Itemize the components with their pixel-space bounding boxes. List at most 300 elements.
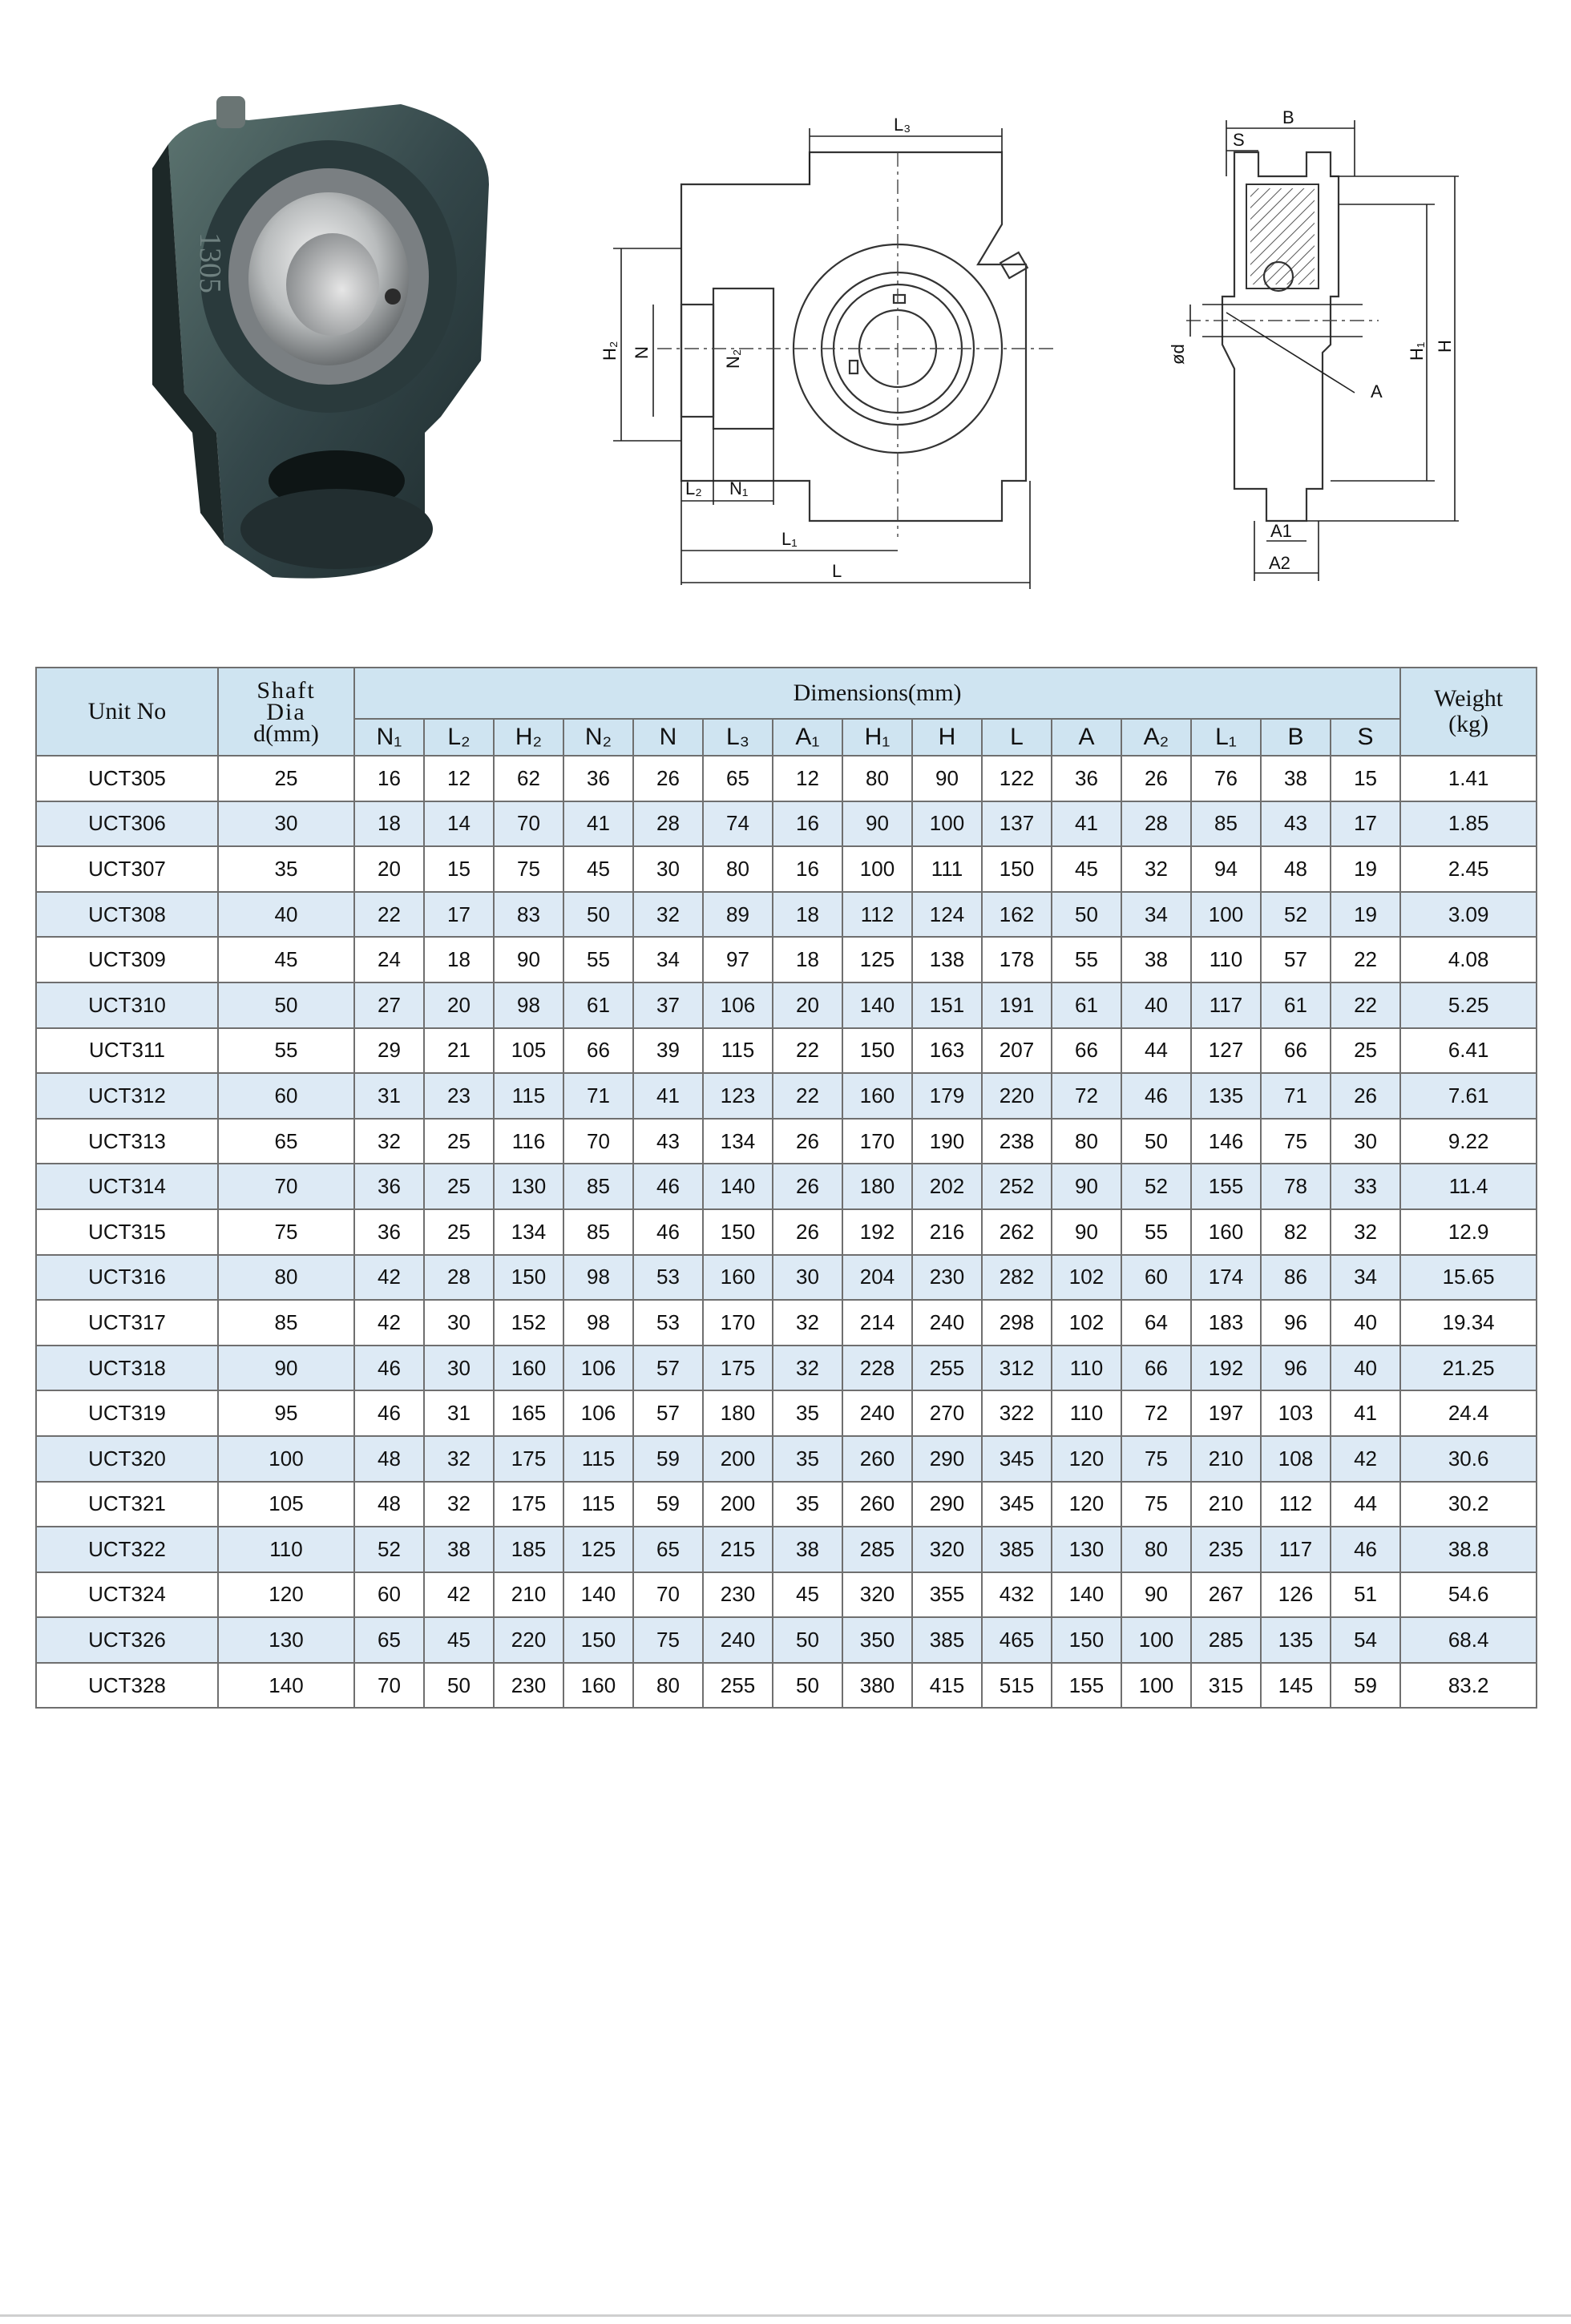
weight-cell: 3.09 [1400,892,1537,938]
dimension-cell: 39 [633,1028,703,1074]
dimension-cell: 106 [563,1346,633,1391]
dimension-cell: 41 [1331,1390,1400,1436]
weight-cell: 24.4 [1400,1390,1537,1436]
label-B: B [1282,107,1294,127]
dimension-cell: 41 [1052,801,1121,847]
header-dim: N [633,719,703,756]
unit-no-cell: UCT312 [36,1073,218,1119]
dimension-cell: 100 [1191,892,1261,938]
shaft-dia-cell: 85 [218,1300,354,1346]
dimension-cell: 36 [354,1164,424,1209]
dimension-cell: 290 [912,1482,982,1527]
dimension-cell: 75 [1261,1119,1331,1164]
dimension-cell: 46 [633,1209,703,1255]
dimension-cell: 140 [563,1572,633,1618]
dimension-cell: 202 [912,1164,982,1209]
dimension-cell: 50 [773,1617,842,1663]
dimension-cell: 66 [563,1028,633,1074]
dimension-cell: 170 [703,1300,773,1346]
dimension-cell: 290 [912,1436,982,1482]
dimension-cell: 65 [354,1617,424,1663]
dimension-cell: 28 [633,801,703,847]
dimension-cell: 120 [1052,1482,1121,1527]
dimension-cell: 25 [424,1119,494,1164]
dimension-cell: 26 [1331,1073,1400,1119]
shaft-dia-cell: 55 [218,1028,354,1074]
shaft-dia-cell: 120 [218,1572,354,1618]
dimension-cell: 140 [703,1164,773,1209]
weight-cell: 4.08 [1400,937,1537,982]
dimension-cell: 123 [703,1073,773,1119]
dimension-cell: 180 [703,1390,773,1436]
unit-no-cell: UCT316 [36,1255,218,1301]
dimension-cell: 75 [633,1617,703,1663]
dimension-cell: 345 [982,1436,1052,1482]
shaft-dia-cell: 140 [218,1663,354,1709]
shaft-dia-cell: 110 [218,1527,354,1572]
dimension-cell: 17 [1331,801,1400,847]
table-row [36,1209,1537,1255]
header-unit-no: Unit No [36,668,218,756]
dimension-cell: 322 [982,1390,1052,1436]
dimension-cell: 71 [563,1073,633,1119]
dimension-cell: 66 [1052,1028,1121,1074]
header-dim: L₁ [1191,719,1261,756]
dimension-cell: 25 [424,1164,494,1209]
dimension-cell: 210 [1191,1436,1261,1482]
dimension-cell: 216 [912,1209,982,1255]
header-dimensions: Dimensions(mm) [354,668,1400,719]
unit-no-cell: UCT317 [36,1300,218,1346]
table-row [36,801,1537,847]
dimension-cell: 40 [1331,1300,1400,1346]
dimension-cell: 130 [494,1164,563,1209]
dimension-cell: 162 [982,892,1052,938]
dimension-cell: 102 [1052,1255,1121,1301]
dimension-cell: 46 [633,1164,703,1209]
dimension-cell: 35 [773,1482,842,1527]
label-d: ød [1168,344,1188,365]
bore [286,233,379,336]
dimension-cell: 285 [1191,1617,1261,1663]
dimension-cell: 230 [703,1572,773,1618]
dimension-cell: 59 [633,1436,703,1482]
dimension-cell: 18 [354,801,424,847]
dimension-cell: 98 [563,1300,633,1346]
unit-no-cell: UCT307 [36,846,218,892]
label-L1: L₁ [781,529,798,549]
dimension-cell: 31 [354,1073,424,1119]
dimension-cell: 55 [563,937,633,982]
unit-no-cell: UCT320 [36,1436,218,1482]
dimension-cell: 220 [494,1617,563,1663]
header-dim: L₃ [703,719,773,756]
dimension-cell: 380 [842,1663,912,1709]
dimension-cell: 240 [703,1617,773,1663]
table-row [36,1300,1537,1346]
dimension-cell: 175 [494,1436,563,1482]
dimension-cell: 55 [1052,937,1121,982]
dimension-cell: 59 [633,1482,703,1527]
shaft-dia-cell: 25 [218,756,354,801]
dimension-cell: 151 [912,982,982,1028]
dimension-cell: 98 [494,982,563,1028]
dimension-cell: 32 [1121,846,1191,892]
dimension-cell: 72 [1052,1073,1121,1119]
header-dim: L₂ [424,719,494,756]
dimension-cell: 30 [633,846,703,892]
weight-cell: 15.65 [1400,1255,1537,1301]
dimension-cell: 64 [1121,1300,1191,1346]
weight-cell: 68.4 [1400,1617,1537,1663]
table-body [36,756,1537,1708]
unit-no-cell: UCT324 [36,1572,218,1618]
dimension-cell: 103 [1261,1390,1331,1436]
dimension-cell: 98 [563,1255,633,1301]
dimension-cell: 134 [703,1119,773,1164]
header-dim: L [982,719,1052,756]
dimension-cell: 240 [842,1390,912,1436]
dimension-cell: 46 [354,1390,424,1436]
dimension-cell: 110 [1052,1346,1121,1391]
label-A: A [1371,381,1383,401]
dimension-cell: 61 [1052,982,1121,1028]
dimension-cell: 20 [354,846,424,892]
dimension-cell: 12 [424,756,494,801]
dimension-cell: 315 [1191,1663,1261,1709]
dimension-cell: 124 [912,892,982,938]
figures-area [0,0,1571,633]
dimension-cell: 117 [1191,982,1261,1028]
dimension-cell: 35 [773,1436,842,1482]
dimension-cell: 32 [424,1482,494,1527]
label-A1: A1 [1270,521,1292,541]
grease-fitting [216,96,245,128]
weight-cell: 5.25 [1400,982,1537,1028]
dimension-cell: 86 [1261,1255,1331,1301]
dimension-cell: 35 [773,1390,842,1436]
dimension-cell: 75 [494,846,563,892]
table-header [36,668,1537,756]
dimension-cell: 50 [773,1663,842,1709]
dimension-cell: 185 [494,1527,563,1572]
dimension-cell: 22 [773,1028,842,1074]
dimension-cell: 97 [703,937,773,982]
dimension-cell: 75 [1121,1482,1191,1527]
table-row [36,1028,1537,1074]
dimension-cell: 115 [494,1073,563,1119]
dimension-cell: 191 [982,982,1052,1028]
dimension-cell: 28 [1121,801,1191,847]
shaft-dia-cell: 90 [218,1346,354,1391]
dimension-cell: 53 [633,1255,703,1301]
dimension-cell: 112 [842,892,912,938]
dimension-cell: 90 [842,801,912,847]
dimension-cell: 70 [563,1119,633,1164]
dimension-cell: 34 [633,937,703,982]
dimension-cell: 175 [703,1346,773,1391]
header-shaft-dia [218,668,354,756]
dimension-cell: 21 [424,1028,494,1074]
dimension-cell: 45 [1052,846,1121,892]
dimension-cell: 38 [1121,937,1191,982]
dimension-cell: 36 [1052,756,1121,801]
label-S: S [1233,130,1245,150]
dimension-cell: 106 [703,982,773,1028]
dimension-cell: 135 [1261,1617,1331,1663]
dimension-cell: 90 [1052,1164,1121,1209]
dimension-cell: 465 [982,1617,1052,1663]
dimension-cell: 48 [1261,846,1331,892]
dimension-cell: 26 [633,756,703,801]
dimension-cell: 150 [703,1209,773,1255]
dimension-cell: 16 [354,756,424,801]
dimension-cell: 320 [912,1527,982,1572]
dimension-cell: 45 [563,846,633,892]
dimension-cell: 230 [494,1663,563,1709]
shaft-dia-cell: 30 [218,801,354,847]
dimension-cell: 24 [354,937,424,982]
dimension-cell: 40 [1121,982,1191,1028]
table-row [36,1119,1537,1164]
dimension-cell: 150 [842,1028,912,1074]
label-L: L [832,561,842,581]
dimension-cell: 192 [1191,1346,1261,1391]
unit-no-cell: UCT321 [36,1482,218,1527]
weight-cell: 11.4 [1400,1164,1537,1209]
shaft-dia-cell: 105 [218,1482,354,1527]
dimension-cell: 70 [354,1663,424,1709]
dimension-cell: 50 [424,1663,494,1709]
dimension-cell: 55 [1121,1209,1191,1255]
header-dim: H [912,719,982,756]
shaft-dia-cell: 45 [218,937,354,982]
weight-cell: 6.41 [1400,1028,1537,1074]
dimension-cell: 32 [354,1119,424,1164]
dimension-cell: 102 [1052,1300,1121,1346]
weight-cell: 19.34 [1400,1300,1537,1346]
dimension-cell: 85 [1191,801,1261,847]
dimension-cell: 70 [633,1572,703,1618]
dimension-cell: 210 [1191,1482,1261,1527]
label-N2: N₂ [723,349,743,369]
dimension-cell: 16 [773,801,842,847]
dimension-cell: 22 [773,1073,842,1119]
table-row [36,1663,1537,1709]
dimension-cell: 20 [424,982,494,1028]
dimension-cell: 42 [354,1255,424,1301]
dimension-cell: 89 [703,892,773,938]
header-shaft-line1: Shaft [256,676,316,704]
dimension-cell: 33 [1331,1164,1400,1209]
dimension-cell: 160 [563,1663,633,1709]
header-shaft-line3: d(mm) [253,720,319,747]
dimension-cell: 190 [912,1119,982,1164]
dimension-cell: 29 [354,1028,424,1074]
weight-cell: 12.9 [1400,1209,1537,1255]
dimension-cell: 110 [1052,1390,1121,1436]
dimension-cell: 34 [1331,1255,1400,1301]
table-row [36,892,1537,938]
dimension-cell: 125 [563,1527,633,1572]
dimension-cell: 140 [1052,1572,1121,1618]
dimension-cell: 45 [773,1572,842,1618]
dimension-cell: 165 [494,1390,563,1436]
dimension-cell: 210 [494,1572,563,1618]
dimension-cell: 345 [982,1482,1052,1527]
dimension-cell: 350 [842,1617,912,1663]
table-row [36,1527,1537,1572]
dimension-cell: 61 [1261,982,1331,1028]
header-dim: H₂ [494,719,563,756]
dimension-cell: 100 [1121,1617,1191,1663]
table-row [36,1255,1537,1301]
dimension-cell: 41 [563,801,633,847]
dimension-cell: 25 [424,1209,494,1255]
unit-no-cell: UCT311 [36,1028,218,1074]
dimension-cell: 57 [1261,937,1331,982]
dimension-cell: 65 [633,1527,703,1572]
dimension-cell: 150 [494,1255,563,1301]
header-dim: N₂ [563,719,633,756]
dimension-cell: 52 [354,1527,424,1572]
dimension-cell: 18 [773,937,842,982]
dimension-cell: 85 [563,1209,633,1255]
dimension-cell: 50 [1052,892,1121,938]
unit-no-cell: UCT309 [36,937,218,982]
dimension-cell: 80 [1121,1527,1191,1572]
table-row [36,982,1537,1028]
dimension-cell: 26 [1121,756,1191,801]
dimension-cell: 230 [912,1255,982,1301]
shaft-dia-cell: 40 [218,892,354,938]
dimension-cell: 71 [1261,1073,1331,1119]
dimension-cell: 38 [773,1527,842,1572]
dimension-cell: 53 [633,1300,703,1346]
dimension-cell: 120 [1052,1436,1121,1482]
dimension-cell: 26 [773,1164,842,1209]
dimension-cell: 30 [1331,1119,1400,1164]
dimension-cell: 385 [982,1527,1052,1572]
dimension-cell: 260 [842,1436,912,1482]
dimension-cell: 30 [424,1346,494,1391]
dimension-cell: 15 [424,846,494,892]
dimensions-table [35,667,1537,1709]
dimension-cell: 80 [1052,1119,1121,1164]
table-row [36,1164,1537,1209]
dimension-cell: 127 [1191,1028,1261,1074]
shaft-dia-cell: 130 [218,1617,354,1663]
dimension-cell: 130 [1052,1527,1121,1572]
dimension-cell: 59 [1331,1663,1400,1709]
dimension-cell: 163 [912,1028,982,1074]
dimension-cell: 26 [773,1119,842,1164]
header-dim: A₂ [1121,719,1191,756]
dimension-cell: 192 [842,1209,912,1255]
dimension-cell: 40 [1331,1346,1400,1391]
unit-no-cell: UCT306 [36,801,218,847]
weight-cell: 7.61 [1400,1073,1537,1119]
dimension-cell: 38 [1261,756,1331,801]
dimension-cell: 80 [633,1663,703,1709]
dimension-cell: 255 [703,1663,773,1709]
dimension-cell: 20 [773,982,842,1028]
dimension-cell: 110 [1191,937,1261,982]
dimension-cell: 145 [1261,1663,1331,1709]
dimension-cell: 207 [982,1028,1052,1074]
unit-no-cell: UCT313 [36,1119,218,1164]
front-view-drawing [577,104,1058,601]
header-weight-line1: Weight [1434,685,1504,712]
dimension-cell: 78 [1261,1164,1331,1209]
dimension-cell: 14 [424,801,494,847]
dimension-cell: 155 [1052,1663,1121,1709]
dimension-cell: 38 [424,1527,494,1572]
dimension-cell: 70 [494,801,563,847]
dimension-cell: 48 [354,1482,424,1527]
dimension-cell: 385 [912,1617,982,1663]
dimension-cell: 90 [1121,1572,1191,1618]
dimension-cell: 100 [912,801,982,847]
bottom-divider [0,2314,1571,2317]
dimension-cell: 65 [703,756,773,801]
dimension-cell: 252 [982,1164,1052,1209]
shaft-dia-cell: 35 [218,846,354,892]
product-photo [136,96,497,593]
dimension-cell: 23 [424,1073,494,1119]
dimension-cell: 76 [1191,756,1261,801]
dimension-cell: 19 [1331,846,1400,892]
dimension-cell: 312 [982,1346,1052,1391]
dimension-cell: 298 [982,1300,1052,1346]
dimension-cell: 320 [842,1572,912,1618]
dimension-cell: 146 [1191,1119,1261,1164]
weight-cell: 1.41 [1400,756,1537,801]
dimension-cell: 16 [773,846,842,892]
dimension-cell: 115 [703,1028,773,1074]
dimension-cell: 137 [982,801,1052,847]
dimension-cell: 44 [1331,1482,1400,1527]
dimension-cell: 150 [1052,1617,1121,1663]
label-L2: L₂ [685,478,702,498]
dimension-cell: 260 [842,1482,912,1527]
dimension-cell: 160 [842,1073,912,1119]
dimension-cell: 115 [563,1482,633,1527]
dimension-cell: 66 [1261,1028,1331,1074]
dimension-cell: 94 [1191,846,1261,892]
shaft-dia-cell: 65 [218,1119,354,1164]
dimension-cell: 90 [912,756,982,801]
dimension-cell: 22 [1331,937,1400,982]
dimension-cell: 204 [842,1255,912,1301]
header-weight-line2: (kg) [1448,711,1489,737]
shaft-dia-cell: 100 [218,1436,354,1482]
dimension-cell: 52 [1121,1164,1191,1209]
unit-no-cell: UCT319 [36,1390,218,1436]
dimension-cell: 100 [1121,1663,1191,1709]
dimension-cell: 174 [1191,1255,1261,1301]
dimension-cell: 36 [563,756,633,801]
dimension-cell: 150 [982,846,1052,892]
label-H2: H₂ [600,341,620,361]
dimension-cell: 22 [354,892,424,938]
dimension-cell: 140 [842,982,912,1028]
header-weight [1400,668,1537,756]
dimension-cell: 42 [1331,1436,1400,1482]
dimension-cell: 62 [494,756,563,801]
dimension-cell: 37 [633,982,703,1028]
table-row [36,1572,1537,1618]
